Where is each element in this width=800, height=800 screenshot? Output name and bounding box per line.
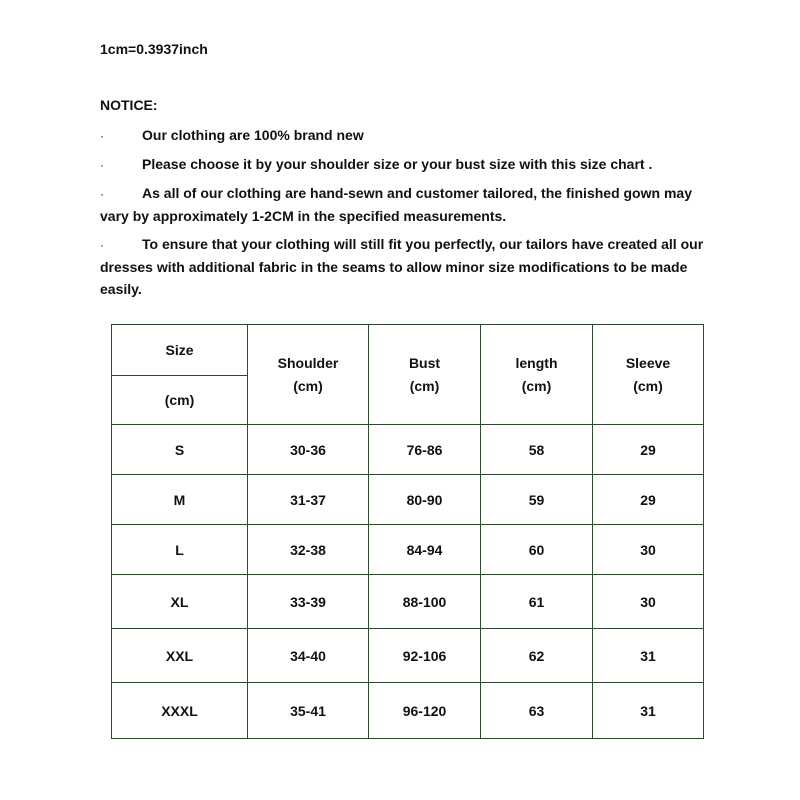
table-row — [112, 475, 704, 525]
table-header-row — [112, 325, 704, 376]
cell-shoulder: 34-40 — [248, 629, 369, 683]
cell-size: XXL — [112, 629, 248, 683]
cell-bust: 88-100 — [369, 575, 481, 629]
header-length-unit: (cm) — [521, 377, 552, 394]
header-bust-label: Bust — [408, 354, 441, 371]
unit-conversion-note: 1cm=0.3937inch — [100, 41, 208, 57]
cell-size: XXXL — [112, 683, 248, 739]
cell-size: M — [112, 475, 248, 525]
size-chart-table — [111, 324, 704, 739]
cell-length: 60 — [481, 525, 593, 575]
notice-title: NOTICE: — [100, 97, 158, 113]
cell-bust: 76-86 — [369, 425, 481, 475]
notice-text: To ensure that your clothing will still fit you perfectly, our tailors have created all — [142, 236, 677, 252]
cell-length: 63 — [481, 683, 593, 739]
header-sleeve — [593, 325, 704, 425]
table-row — [112, 629, 704, 683]
header-length — [481, 325, 593, 425]
cell-bust: 84-94 — [369, 525, 481, 575]
header-sleeve-label: Sleeve — [625, 354, 671, 371]
header-size: Size — [112, 325, 248, 376]
header-size-unit: (cm) — [112, 376, 248, 425]
header-sleeve-unit: (cm) — [633, 377, 663, 394]
cell-shoulder: 33-39 — [248, 575, 369, 629]
notice-item — [100, 124, 715, 147]
cell-length: 58 — [481, 425, 593, 475]
table-row — [112, 425, 704, 475]
cell-shoulder: 35-41 — [248, 683, 369, 739]
notice-list — [100, 124, 715, 306]
notice-text: Our clothing are 100% brand new — [142, 127, 364, 143]
cell-length: 62 — [481, 629, 593, 683]
bullet-icon: · — [100, 158, 104, 172]
cell-size: S — [112, 425, 248, 475]
notice-text-continued: may vary by approximately 1-2CM in the specified measurements. — [100, 185, 692, 224]
cell-shoulder: 30-36 — [248, 425, 369, 475]
header-shoulder-label: Shoulder — [277, 354, 339, 371]
cell-size: XL — [112, 575, 248, 629]
header-bust-unit: (cm) — [409, 377, 440, 394]
cell-bust: 96-120 — [369, 683, 481, 739]
cell-length: 61 — [481, 575, 593, 629]
cell-bust: 92-106 — [369, 629, 481, 683]
cell-bust: 80-90 — [369, 475, 481, 525]
notice-text: Please choose it by your shoulder size or your bust size with this size chart . — [142, 156, 653, 172]
cell-sleeve: 30 — [593, 575, 704, 629]
cell-sleeve: 29 — [593, 425, 704, 475]
table-row — [112, 525, 704, 575]
bullet-icon: · — [100, 187, 104, 201]
notice-item — [100, 182, 715, 227]
cell-length: 59 — [481, 475, 593, 525]
notice-item — [100, 153, 715, 176]
table-row — [112, 683, 704, 739]
cell-shoulder: 32-38 — [248, 525, 369, 575]
notice-item — [100, 233, 715, 300]
header-shoulder — [248, 325, 369, 425]
bullet-icon: · — [100, 129, 104, 143]
header-shoulder-unit: (cm) — [293, 377, 323, 394]
header-length-label: length — [515, 354, 558, 371]
table-row — [112, 575, 704, 629]
bullet-icon: · — [100, 238, 104, 252]
cell-sleeve: 30 — [593, 525, 704, 575]
cell-sleeve: 31 — [593, 683, 704, 739]
header-bust — [369, 325, 481, 425]
cell-shoulder: 31-37 — [248, 475, 369, 525]
cell-size: L — [112, 525, 248, 575]
cell-sleeve: 31 — [593, 629, 704, 683]
notice-text-continued: our dresses with additional fabric in the seams to allow minor size modifications to be made easily. — [100, 236, 704, 297]
cell-sleeve: 29 — [593, 475, 704, 525]
notice-text: As all of our clothing are hand-sewn and customer tailored, the finished gown — [142, 185, 661, 201]
